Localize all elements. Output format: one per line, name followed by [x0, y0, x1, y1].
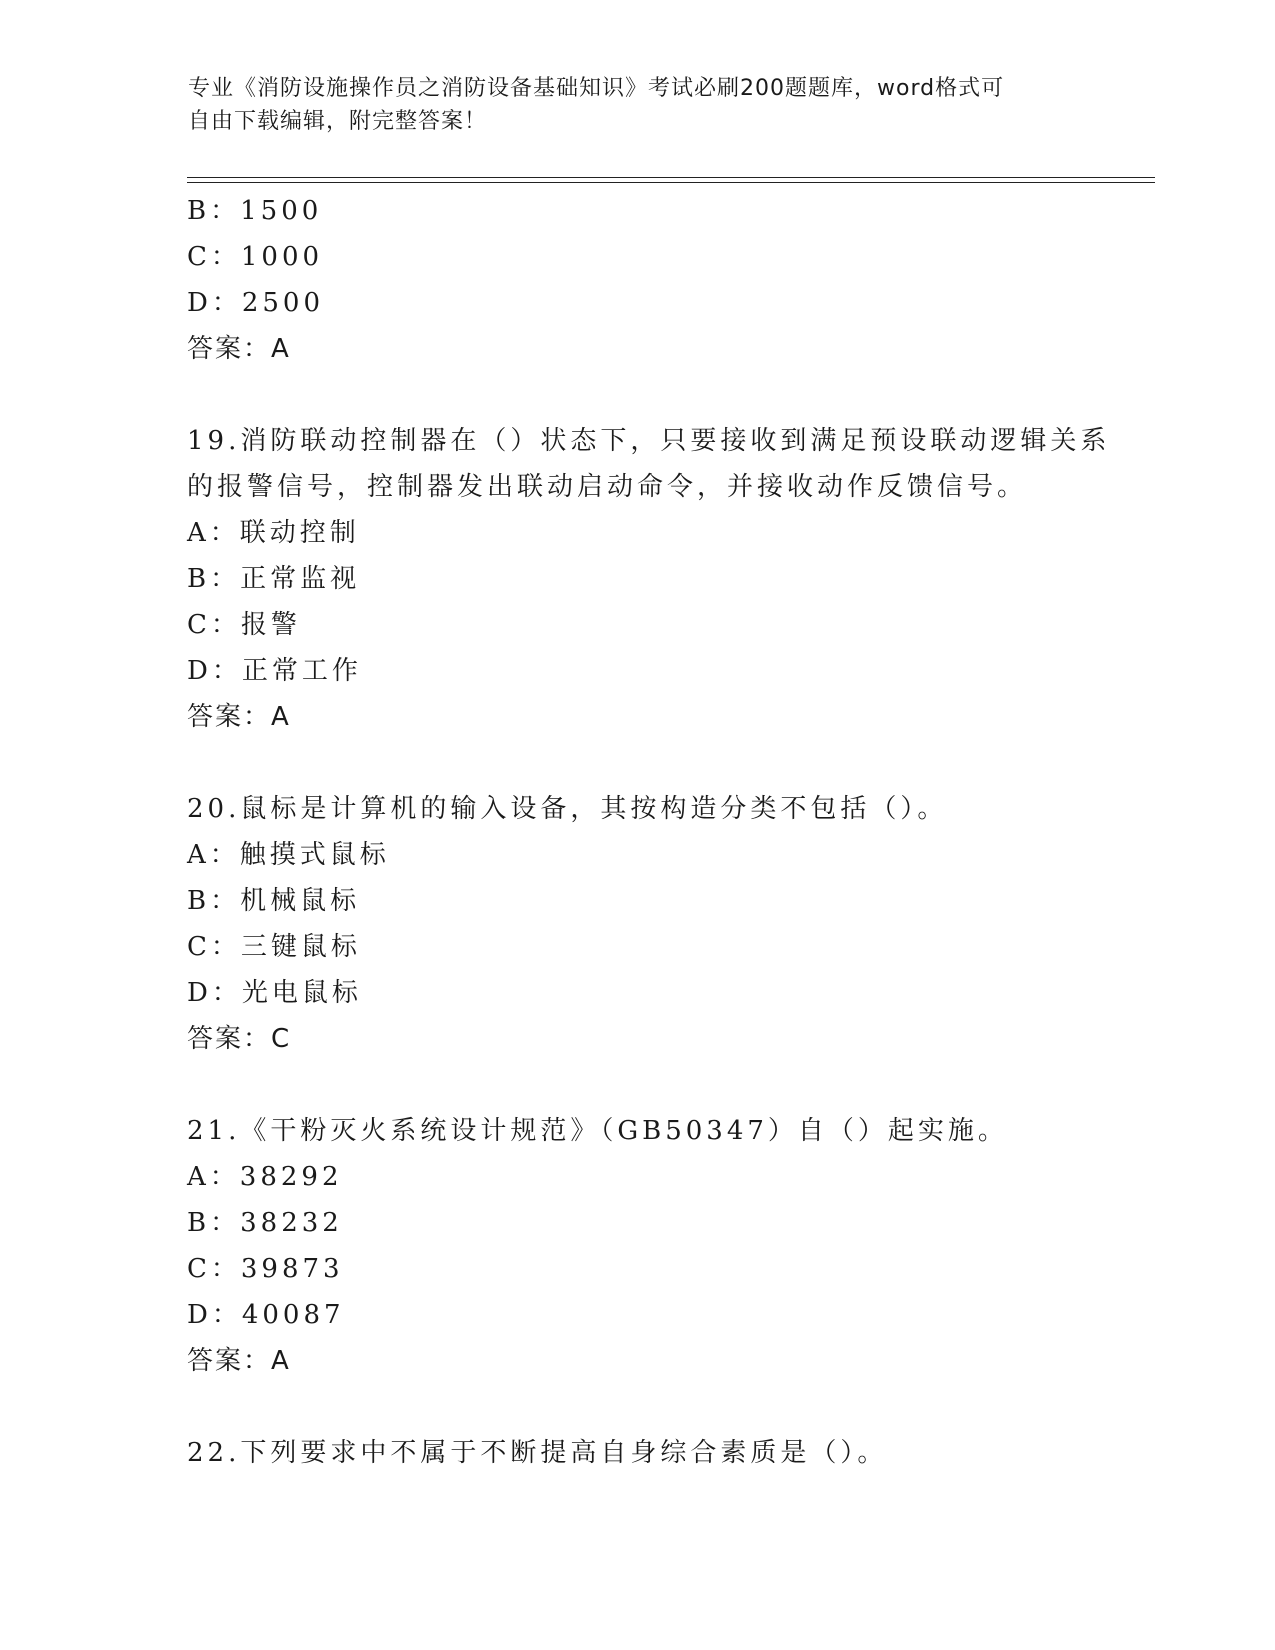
answer: 答案：A: [187, 702, 291, 732]
option-b: B：38232: [187, 1208, 343, 1238]
option-c: C：39873: [187, 1254, 344, 1284]
option-a: A：联动控制: [187, 518, 360, 548]
question-18-continued: [187, 188, 1087, 372]
header-line-1: 专业《消防设施操作员之消防设备基础知识》考试必刷200题题库，word格式可: [188, 76, 1005, 101]
option-d: D：40087: [187, 1300, 345, 1330]
option-d: D：2500: [187, 288, 325, 318]
question-22: [187, 1430, 1087, 1476]
question-stem: 20.鼠标是计算机的输入设备，其按构造分类不包括（）。: [187, 794, 948, 824]
option-a: A：触摸式鼠标: [187, 840, 390, 870]
option-c: C：1000: [187, 242, 324, 272]
question-20: [187, 786, 1087, 1062]
answer: 答案：A: [187, 1346, 291, 1376]
question-list: [187, 188, 1111, 1476]
document-header: [188, 72, 1068, 138]
question-stem: 19.消防联动控制器在（）状态下，只要接收到满足预设联动逻辑关系: [187, 426, 1111, 456]
question-stem: 21.《干粉灭火系统设计规范》（GB50347）自（）起实施。: [187, 1116, 1008, 1146]
header-divider-bottom: [187, 182, 1155, 183]
option-b: B：机械鼠标: [187, 886, 361, 916]
question-21: [187, 1108, 1087, 1384]
option-b: B：1500: [187, 196, 323, 226]
option-a: A：38292: [187, 1162, 343, 1192]
option-c: C：报警: [187, 610, 301, 640]
option-c: C：三键鼠标: [187, 932, 361, 962]
question-stem-continued: 的报警信号，控制器发出联动启动命令，并接收动作反馈信号。: [187, 472, 1028, 502]
question-19: [187, 418, 1111, 740]
option-d: D：光电鼠标: [187, 978, 362, 1008]
option-d: D：正常工作: [187, 656, 362, 686]
option-b: B：正常监视: [187, 564, 361, 594]
question-stem: 22.下列要求中不属于不断提高自身综合素质是（）。: [187, 1438, 888, 1468]
header-divider-top: [187, 177, 1155, 178]
header-line-2: 自由下载编辑，附完整答案！: [188, 109, 488, 134]
answer: 答案：A: [187, 334, 291, 364]
answer: 答案：C: [187, 1024, 292, 1054]
